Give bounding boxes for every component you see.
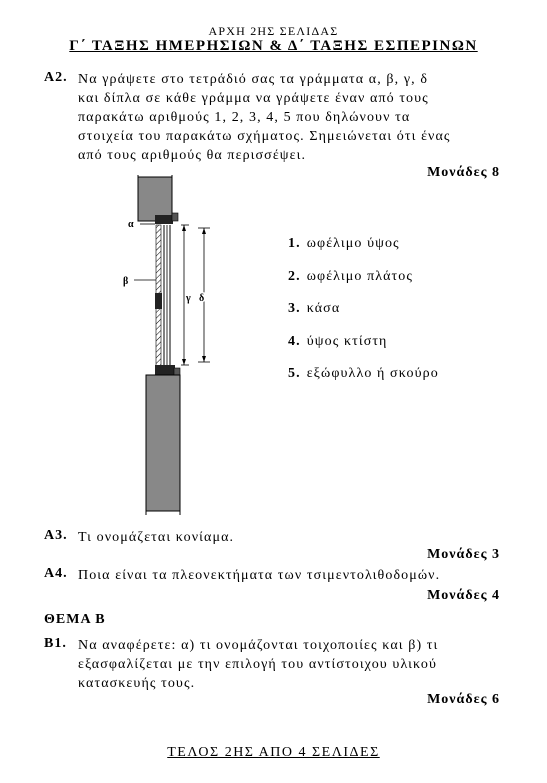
window-section-figure [118,175,228,515]
figure-label-beta: β [123,276,129,287]
question-line: εξασφαλίζεται με την επιλογή του αντίστοιχου υλικού [78,657,438,672]
marks-b1: Μονάδες 6 [427,692,500,707]
question-label-a3: Α3. [44,528,68,543]
marks-a4: Μονάδες 4 [427,588,500,603]
middle-rail [155,293,162,309]
question-text-b1 [78,636,498,693]
option-number: 5. [288,366,301,381]
question-line: από τους αριθμούς θα περισσέψει. [78,148,307,163]
question-line [78,70,498,89]
question-text-a2 [78,70,498,165]
question-text-a3: Τι ονομάζεται κονίαμα. [78,530,235,545]
text-line: Να γράψετε στο τετράδιό σας τα γράμματα α, β, γ, δ [78,72,429,87]
question-line: και δίπλα σε κάθε γράμμα να γράψετε έναν από τους [78,91,429,106]
page-header-top: ΑΡΧΗ 2ΗΣ ΣΕΛΙΔΑΣ [208,24,339,38]
question-line: Να αναφέρετε: α) τι ονομάζονται τοιχοποιίες και β) τι [78,638,439,653]
question-line: στοιχεία του παρακάτω σχήματος. Σημειώνεται ότι ένας [78,129,451,144]
option-4 [288,334,387,350]
figure-label-gamma: γ [186,293,191,304]
option-text: εξώφυλλο ή σκούρο [306,366,439,381]
option-text: κάσα [306,301,341,316]
option-2 [288,269,413,285]
bottom-frame [155,365,175,375]
option-number: 3. [288,301,301,316]
question-label-a2: Α2. [44,70,68,85]
section-heading-theme-b: ΘΕΜΑ Β [44,612,106,627]
option-text: ωφέλιμο ύψος [306,236,400,251]
question-label-a4: Α4. [44,566,68,581]
marks-a3: Μονάδες 3 [427,547,500,562]
option-text: ωφέλιμο πλάτος [306,269,414,284]
page-title: Γ΄ ΤΑΞΗΣ ΗΜΕΡΗΣΙΩΝ & Δ΄ ΤΑΞΗΣ ΕΣΠΕΡΙΝΩΝ [69,38,478,54]
page-footer: ΤΕΛΟΣ 2ΗΣ ΑΠΟ 4 ΣΕΛΙΔΕΣ [167,745,380,760]
wall-block [146,375,180,511]
figure-label-alpha: α [128,219,134,230]
option-number: 1. [288,236,301,251]
option-1 [288,236,400,252]
option-number: 4. [288,334,301,349]
figure-label-delta: δ [199,293,205,304]
lintel-block [138,177,172,221]
option-3 [288,301,340,317]
option-number: 2. [288,269,301,284]
question-line: παρακάτω αριθμούς 1, 2, 3, 4, 5 που δηλώνουν τα [78,110,411,125]
question-line: κατασκευής τους. [78,676,196,691]
option-text: ύψος κτίστη [306,334,388,349]
marks-a2: Μονάδες 8 [427,165,500,180]
question-text-a4: Ποια είναι τα πλεονεκτήματα των τσιμεντολιθοδομών. [78,568,441,583]
option-5 [288,366,439,382]
top-frame [155,215,173,224]
question-label-b1: Β1. [44,636,67,651]
